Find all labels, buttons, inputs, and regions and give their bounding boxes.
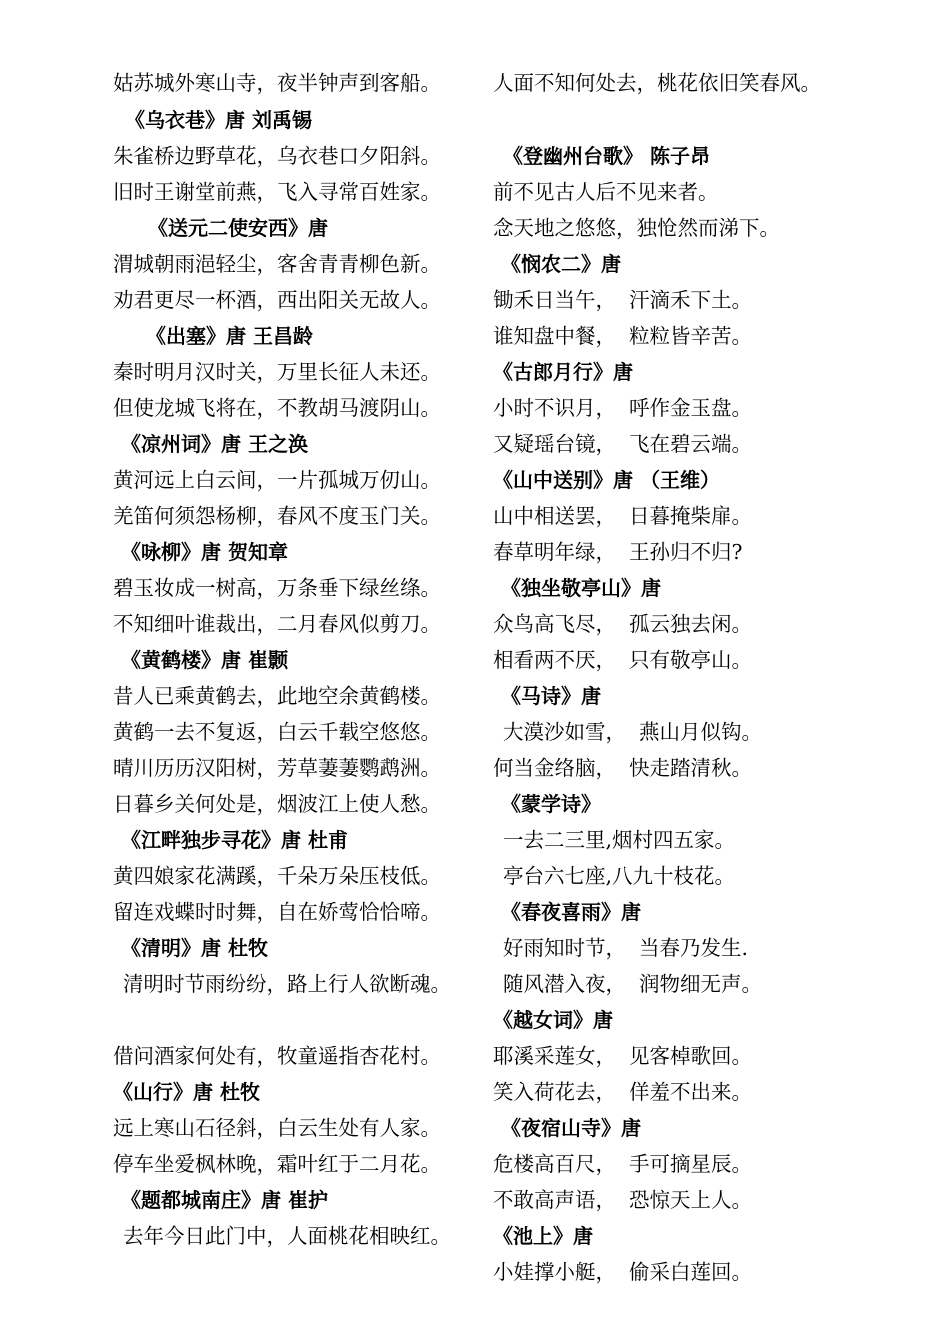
verse-line: 黄四娘家花满蹊，千朵万朵压枝低。 [113,864,441,888]
poem-title: 《古郎月行》唐 [493,360,633,384]
verse-line: 危楼高百尺， 手可摘星辰。 [493,1152,753,1176]
verse-line: 停车坐爱枫林晚，霜叶红于二月花。 [113,1152,441,1176]
verse-line: 谁知盘中餐， 粒粒皆辛苦。 [493,324,753,348]
verse-line: 清明时节雨纷纷，路上行人欲断魂。 [123,972,451,996]
verse-line: 朱雀桥边野草花，乌衣巷口夕阳斜。 [113,144,441,168]
verse-line: 昔人已乘黄鹤去，此地空余黄鹤楼。 [113,684,441,708]
poem-title: 《乌衣巷》唐 刘禹锡 [125,108,312,132]
poem-title: 《登幽州台歌》 陈子昂 [503,144,710,168]
verse-line: 黄河远上白云间，一片孤城万仞山。 [113,468,441,492]
poem-title: 《越女词》唐 [493,1008,613,1032]
verse-line: 远上寒山石径斜，白云生处有人家。 [113,1116,441,1140]
verse-line: 不知细叶谁裁出，二月春风似剪刀。 [113,612,441,636]
verse-line: 劝君更尽一杯酒，西出阳关无故人。 [113,288,441,312]
poem-title: 《送元二使安西》唐 [148,216,328,240]
verse-line: 山中相送罢， 日暮掩柴扉。 [493,504,753,528]
verse-line: 旧时王谢堂前燕，飞入寻常百姓家。 [113,180,441,204]
verse-line: 晴川历历汉阳树，芳草萋萋鹦鹉洲。 [113,756,441,780]
verse-line: 小娃撑小艇， 偷采白莲回。 [493,1260,753,1284]
verse-line: 不敢高声语， 恐惊天上人。 [493,1188,753,1212]
verse-line: 耶溪采莲女， 见客棹歌回。 [493,1044,753,1068]
verse-line: 留连戏蝶时时舞，自在娇莺恰恰啼。 [113,900,441,924]
verse-line: 亭台六七座,八九十枝花。 [503,864,736,888]
verse-line: 何当金络脑， 快走踏清秋。 [493,756,753,780]
verse-line: 又疑瑶台镜， 飞在碧云端。 [493,432,753,456]
poem-title: 《咏柳》唐 贺知章 [121,540,288,564]
verse-line: 念天地之悠悠，独怆然而涕下。 [493,216,780,240]
poem-title: 《题都城南庄》唐 崔护 [121,1188,328,1212]
verse-line: 相看两不厌， 只有敬亭山。 [493,648,753,672]
poem-title: 《蒙学诗》 [501,792,601,816]
poem-title: 《黄鹤楼》唐 崔颢 [121,648,288,672]
verse-line: 借问酒家何处有，牧童遥指杏花村。 [113,1044,441,1068]
verse-line: 好雨知时节， 当春乃发生. [503,936,749,960]
poem-title: 《夜宿山寺》唐 [501,1116,641,1140]
verse-line: 去年今日此门中，人面桃花相映红。 [123,1224,451,1248]
verse-line: 随风潜入夜， 润物细无声。 [503,972,763,996]
poem-title: 《独坐敬亭山》唐 [501,576,661,600]
verse-line: 黄鹤一去不复返，白云千载空悠悠。 [113,720,441,744]
verse-line: 小时不识月， 呼作金玉盘。 [493,396,753,420]
poem-title: 《山行》唐 杜牧 [113,1080,260,1104]
verse-line: 众鸟高飞尽， 孤云独去闲。 [493,612,753,636]
poem-title: 《出塞》唐 王昌龄 [146,324,313,348]
verse-line: 大漠沙如雪， 燕山月似钩。 [503,720,763,744]
poem-title: 《池上》唐 [493,1224,593,1248]
poem-title: 《马诗》唐 [501,684,601,708]
verse-line: 渭城朝雨浥轻尘，客舍青青柳色新。 [113,252,441,276]
poem-title: 《凉州词》唐 王之涣 [121,432,308,456]
verse-line: 但使龙城飞将在，不教胡马渡阴山。 [113,396,441,420]
verse-line: 一去二三里,烟村四五家。 [503,828,736,852]
verse-line: 秦时明月汉时关，万里长征人未还。 [113,360,441,384]
verse-line: 羌笛何须怨杨柳，春风不度玉门关。 [113,504,441,528]
poem-title: 《清明》唐 杜牧 [121,936,268,960]
verse-line: 春草明年绿， 王孙归不归? [493,540,743,564]
verse-line: 人面不知何处去，桃花依旧笑春风。 [493,71,821,95]
verse-line: 笑入荷花去， 佯羞不出来。 [493,1080,753,1104]
poem-title: 《江畔独步寻花》唐 杜甫 [121,828,348,852]
verse-line: 碧玉妆成一树高，万条垂下绿丝绦。 [113,576,441,600]
poem-title: 《山中送别》唐 （王维） [493,468,720,492]
verse-line: 姑苏城外寒山寺，夜半钟声到客船。 [113,71,441,95]
verse-line: 前不见古人后不见来者。 [493,180,719,204]
verse-line: 锄禾日当午， 汗滴禾下土。 [493,288,753,312]
verse-line: 日暮乡关何处是，烟波江上使人愁。 [113,792,441,816]
poem-title: 《悯农二》唐 [501,252,621,276]
poem-title: 《春夜喜雨》唐 [501,900,641,924]
